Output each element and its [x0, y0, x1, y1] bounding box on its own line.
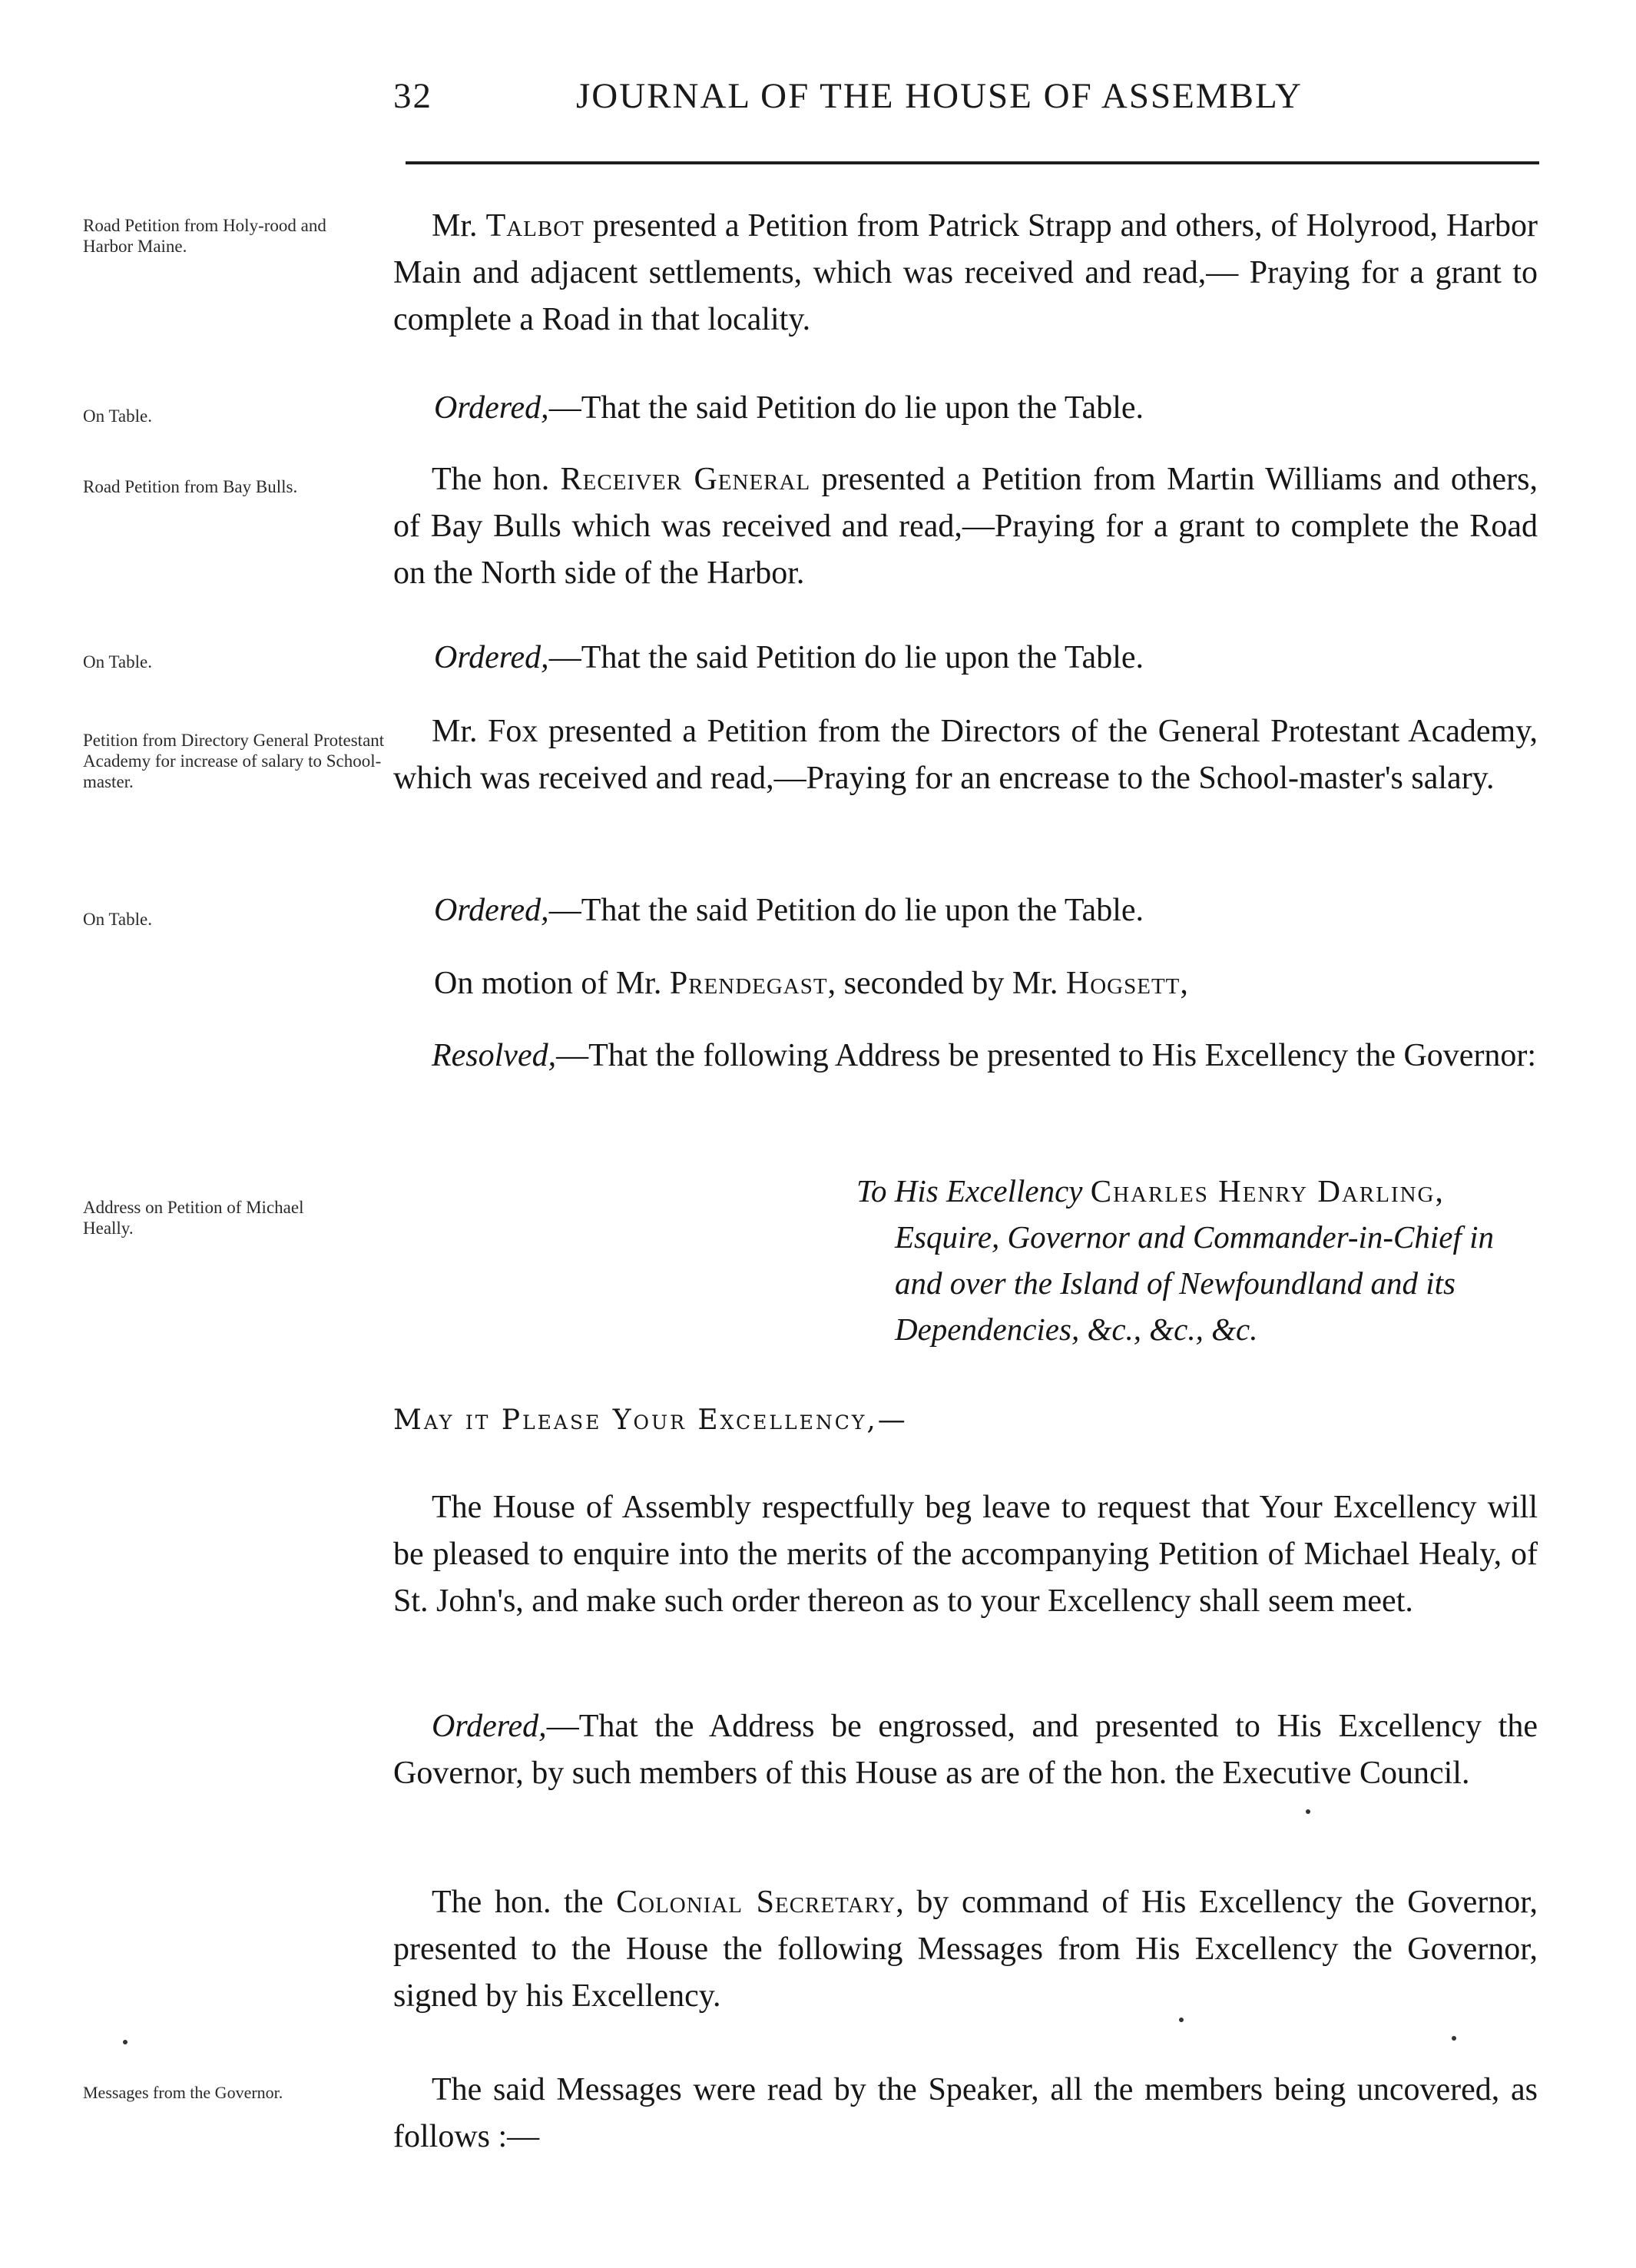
margin-note-academy-petition: Petition from Directory General Protestant Academy for increase of salary to School-master.	[83, 731, 385, 791]
margin-note-messages-governor: Messages from the Governor.	[83, 2083, 283, 2102]
margin-note-address-petition: Address on Petition of Michael Heally.	[83, 1198, 304, 1238]
scan-speck	[1179, 2018, 1184, 2022]
salutation: May it Please Your Excellency,—	[393, 1404, 908, 1436]
paragraph-address-text: The House of Assembly respectfully beg leave to request that Your Excellency will be pleased to enquire into the merits of the accompanying Petition of Michael Healy, of St. John's, and make such order thereon as to your Excellency shall seem meet.	[393, 1490, 1538, 1619]
margin-note-on-table: On Table.	[83, 652, 152, 671]
resolved-address: Resolved,—That the following Address be presented to His Excellency the Governor:	[432, 1038, 1537, 1073]
paragraph-receiver-general-petition: The hon. Receiver General presented a Petition from Martin Williams and others, of Bay Bulls which was received and read,—Praying for a grant to complete the Road on the North side of the Harbor.	[393, 462, 1538, 591]
journal-title: JOURNAL OF THE HOUSE OF ASSEMBLY	[576, 76, 1303, 116]
ordered-lie-on-table-2: Ordered,—That the said Petition do lie upon the Table.	[434, 640, 1144, 675]
paragraph-fox-petition: Mr. Fox presented a Petition from the Directors of the General Protestant Academy, which was received and read,—Praying for an encrease to the School-master's salary.	[393, 714, 1538, 796]
motion-line: On motion of Mr. Prendegast, seconded by Mr. Hogsett,	[434, 966, 1188, 1001]
margin-note-on-table: On Table.	[83, 406, 152, 426]
header-rule	[406, 161, 1539, 164]
running-head	[0, 75, 1636, 121]
margin-note-road-petition-bay-bulls: Road Petition from Bay Bulls.	[83, 477, 298, 496]
margin-note-road-petition-holyrood: Road Petition from Holy-rood and Harbor Maine.	[83, 216, 326, 256]
address-heading: To His Excellency Charles Henry Darling, Esquire, Governor and Commander-in-Chief in and over the Island of Newfoundland and its Dependencies, &c., &c., &c.	[856, 1173, 1495, 1347]
office-name: Receiver General	[560, 462, 811, 497]
paragraph-talbot-petition: Mr. Talbot presented a Petition from Patrick Strapp and others, of Holyrood, Harbor Main and adjacent settlements, which was received and read,— Praying for a grant to complete a Road in that locality.	[393, 208, 1538, 337]
governor-name: Charles Henry Darling,	[1090, 1173, 1445, 1209]
office-name: Colonial Secretary	[616, 1885, 896, 1920]
page-number: 32	[393, 76, 432, 116]
paragraph-messages-read: The said Messages were read by the Speaker, all the members being uncovered, as follows :—	[393, 2072, 1538, 2154]
member-name: Talbot	[485, 208, 585, 244]
scan-speck	[123, 2040, 128, 2044]
scan-speck	[1306, 1809, 1310, 1814]
ordered-lie-on-table-3: Ordered,—That the said Petition do lie upon the Table.	[434, 893, 1144, 928]
scan-speck	[1452, 2036, 1456, 2041]
ordered-lie-on-table-1: Ordered,—That the said Petition do lie upon the Table.	[434, 390, 1144, 426]
margin-note-on-table: On Table.	[83, 910, 152, 929]
paragraph-colonial-secretary: The hon. the Colonial Secretary, by command of His Excellency the Governor, presented to the House the following Messages from His Excellency the Governor, signed by his Excellency.	[393, 1885, 1538, 2014]
ordered-address-engrossed: Ordered,—That the Address be engrossed, and presented to His Excellency the Governor, by such members of this House as are of the hon. the Executive Council.	[393, 1709, 1538, 1791]
